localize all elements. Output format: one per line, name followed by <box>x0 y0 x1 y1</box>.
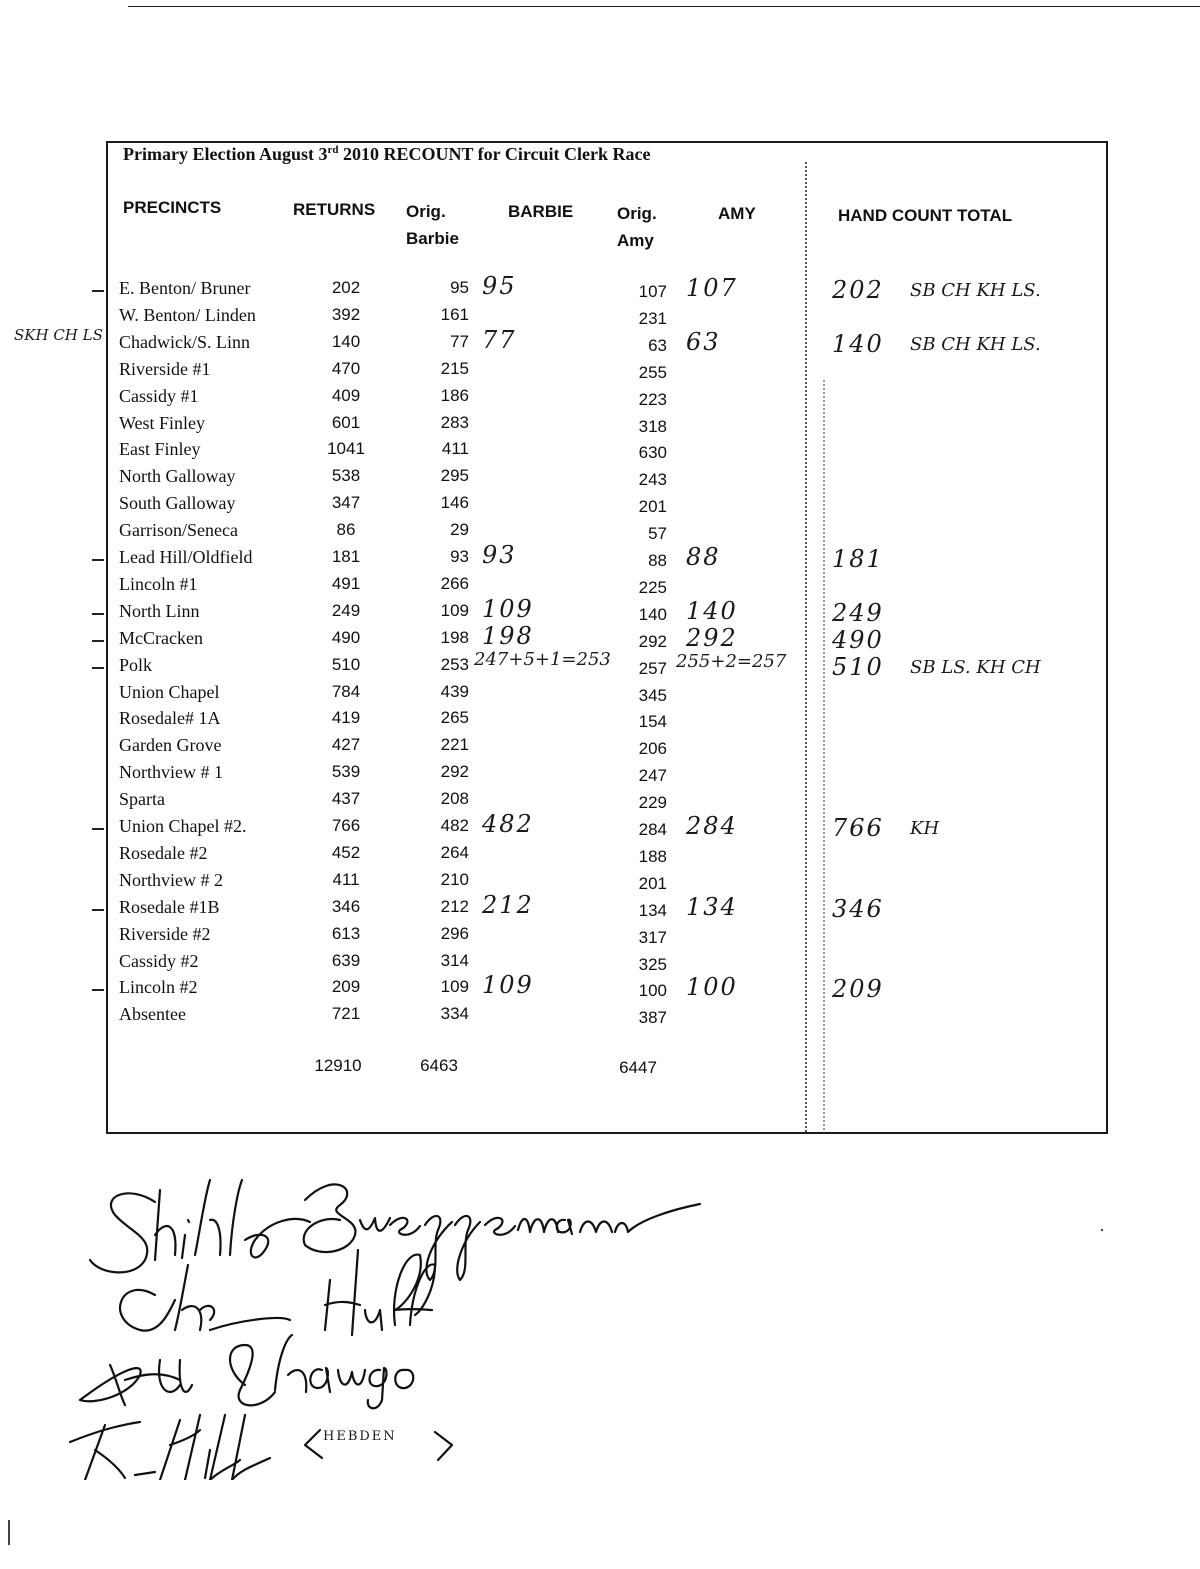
orig-barbie-value: 93 <box>450 547 469 566</box>
page-top-rule <box>128 6 1200 7</box>
orig-barbie-value: 266 <box>440 574 469 593</box>
signature-hebden-label: HEBDEN <box>323 1429 397 1444</box>
returns-value: 427 <box>331 735 361 754</box>
counter-initials-handwritten: SB CH KH LS. <box>910 334 1041 355</box>
hand-count-total-handwritten: 510 <box>832 653 884 681</box>
returns-value: 766 <box>331 816 361 835</box>
counter-initials-handwritten: SB CH KH LS. <box>910 280 1041 301</box>
precinct-name: East Finley <box>119 439 201 459</box>
review-tick-mark <box>92 989 104 991</box>
precinct-name: Polk <box>119 655 153 675</box>
orig-barbie-value: 198 <box>440 628 469 647</box>
hand-count-total-handwritten: 490 <box>832 626 884 654</box>
orig-barbie-value: 109 <box>440 601 469 620</box>
barbie-recount-handwritten: 109 <box>482 971 534 999</box>
orig-barbie-value: 411 <box>441 439 469 458</box>
orig-barbie-value: 253 <box>440 655 469 674</box>
returns-value: 601 <box>331 413 361 432</box>
orig-barbie-value: 221 <box>440 735 469 754</box>
barbie-recount-handwritten: 109 <box>482 595 534 623</box>
precinct-name: South Galloway <box>119 493 236 513</box>
orig-barbie-value: 292 <box>440 762 469 781</box>
orig-amy-value: 225 <box>638 578 667 597</box>
orig-amy-value: 243 <box>638 470 667 489</box>
orig-barbie-value: 439 <box>440 682 469 701</box>
orig-amy-value: 134 <box>638 901 667 920</box>
hand-count-total-handwritten: 202 <box>832 276 884 304</box>
orig-barbie-value: 210 <box>440 870 469 889</box>
column-divider <box>805 162 807 1132</box>
orig-barbie-value: 146 <box>440 493 469 512</box>
orig-barbie-value: 283 <box>440 413 469 432</box>
precinct-name: E. Benton/ Bruner <box>119 278 251 298</box>
returns-value: 491 <box>331 574 361 593</box>
hand-count-total-handwritten: 209 <box>832 975 884 1003</box>
orig-barbie-value: 482 <box>440 816 469 835</box>
barbie-recount-handwritten: 198 <box>482 622 534 650</box>
returns-value: 452 <box>331 843 361 862</box>
barbie-recount-handwritten: 212 <box>482 891 534 919</box>
header-orig-amy-line2: Amy <box>617 231 654 250</box>
precinct-name: Riverside #1 <box>119 359 211 379</box>
amy-recount-handwritten: 284 <box>686 812 738 840</box>
document-title: Primary Election August 3rd 2010 RECOUNT for Circuit Clerk Race <box>123 144 651 164</box>
returns-value: 490 <box>331 628 361 647</box>
orig-amy-value: 630 <box>638 443 667 462</box>
hand-count-total-handwritten: 181 <box>832 545 884 573</box>
orig-amy-value: 318 <box>638 417 667 436</box>
amy-recount-handwritten: 63 <box>686 328 721 356</box>
orig-amy-value: 387 <box>638 1008 667 1027</box>
returns-value: 437 <box>331 789 361 808</box>
returns-value: 1041 <box>327 439 365 458</box>
orig-barbie-value: 29 <box>450 520 469 539</box>
precinct-name: W. Benton/ Linden <box>119 305 256 325</box>
returns-value: 510 <box>331 655 361 674</box>
review-tick-mark <box>92 559 104 561</box>
amy-recount-handwritten: 292 <box>686 624 738 652</box>
precinct-name: West Finley <box>119 413 206 433</box>
orig-amy-value: 317 <box>638 928 667 947</box>
precinct-name: Absentee <box>119 1004 186 1024</box>
header-barbie: BARBIE <box>508 202 574 221</box>
precinct-name: Rosedale# 1A <box>119 708 221 728</box>
precinct-name: Union Chapel <box>119 682 220 702</box>
hand-count-total-handwritten: 346 <box>832 895 884 923</box>
precinct-name: Cassidy #1 <box>119 386 199 406</box>
amy-recount-handwritten: 107 <box>686 274 738 302</box>
orig-amy-value: 247 <box>638 766 667 785</box>
returns-value: 86 <box>336 520 356 539</box>
orig-barbie-value: 109 <box>440 977 469 996</box>
orig-amy-value: 140 <box>638 605 667 624</box>
review-tick-mark <box>92 909 104 911</box>
returns-value: 784 <box>331 682 361 701</box>
header-hand-count-total: HAND COUNT TOTAL <box>838 206 1013 225</box>
returns-value: 249 <box>331 601 361 620</box>
orig-amy-value: 223 <box>638 390 667 409</box>
precinct-name: Lincoln #1 <box>119 574 198 594</box>
review-tick-mark <box>92 613 104 615</box>
header-amy: AMY <box>718 204 756 223</box>
orig-amy-value: 284 <box>638 820 667 839</box>
total-orig-amy: 6447 <box>619 1058 657 1077</box>
returns-value: 181 <box>331 547 361 566</box>
precinct-name: Northview # 2 <box>119 870 223 890</box>
returns-value: 409 <box>331 386 361 405</box>
orig-amy-value: 201 <box>638 874 667 893</box>
returns-value: 209 <box>331 977 361 996</box>
header-returns: RETURNS <box>293 200 376 219</box>
amy-recount-handwritten: 255+2=257 <box>676 651 787 672</box>
orig-amy-value: 292 <box>638 632 667 651</box>
orig-amy-value: 257 <box>638 659 667 678</box>
total-returns: 12910 <box>314 1056 362 1075</box>
returns-value: 721 <box>331 1004 361 1023</box>
orig-barbie-value: 212 <box>440 897 469 916</box>
orig-amy-value: 107 <box>638 282 667 301</box>
hand-count-total-handwritten: 140 <box>832 330 884 358</box>
header-orig-barbie-line1: Orig. <box>406 202 446 221</box>
review-tick-mark <box>92 828 104 830</box>
precinct-name: Lead Hill/Oldfield <box>119 547 253 567</box>
precinct-name: Lincoln #2 <box>119 977 198 997</box>
orig-barbie-value: 295 <box>440 466 469 485</box>
orig-amy-value: 188 <box>638 847 667 866</box>
header-orig-amy-line1: Orig. <box>617 204 657 223</box>
precinct-name: Riverside #2 <box>119 924 211 944</box>
header-orig-barbie-line2: Barbie <box>406 229 459 248</box>
orig-amy-value: 57 <box>648 524 667 543</box>
orig-amy-value: 88 <box>648 551 667 570</box>
counter-initials-handwritten: KH <box>910 818 940 839</box>
orig-amy-value: 206 <box>638 739 667 758</box>
returns-value: 613 <box>331 924 361 943</box>
orig-barbie-value: 77 <box>450 332 469 351</box>
orig-amy-value: 255 <box>638 363 667 382</box>
returns-value: 538 <box>331 466 361 485</box>
orig-amy-value: 201 <box>638 497 667 516</box>
orig-amy-value: 229 <box>638 793 667 812</box>
review-tick-mark <box>92 667 104 669</box>
returns-value: 140 <box>331 332 361 351</box>
orig-amy-value: 325 <box>638 955 667 974</box>
precinct-name: Rosedale #1B <box>119 897 220 917</box>
precinct-name: North Linn <box>119 601 200 621</box>
orig-barbie-value: 161 <box>440 305 469 324</box>
precinct-name: Garrison/Seneca <box>119 520 238 540</box>
header-precincts: PRECINCTS <box>123 198 222 217</box>
signature-block <box>60 1160 760 1480</box>
review-tick-mark <box>92 640 104 642</box>
returns-value: 539 <box>331 762 361 781</box>
precinct-name: Sparta <box>119 789 165 809</box>
amy-recount-handwritten: 88 <box>686 543 721 571</box>
orig-amy-value: 100 <box>638 981 667 1000</box>
barbie-recount-handwritten: 247+5+1=253 <box>474 649 611 670</box>
returns-value: 202 <box>331 278 361 297</box>
precinct-name: Chadwick/S. Linn <box>119 332 250 352</box>
orig-amy-value: 154 <box>638 712 667 731</box>
orig-barbie-value: 334 <box>440 1004 469 1023</box>
precinct-name: Cassidy #2 <box>119 951 199 971</box>
returns-value: 392 <box>331 305 361 324</box>
returns-value: 470 <box>331 359 361 378</box>
column-divider <box>823 380 825 1130</box>
orig-barbie-value: 95 <box>450 278 469 297</box>
returns-value: 419 <box>331 708 361 727</box>
orig-barbie-value: 215 <box>440 359 469 378</box>
orig-barbie-value: 208 <box>440 789 469 808</box>
precinct-name: Rosedale #2 <box>119 843 208 863</box>
orig-barbie-value: 265 <box>440 708 469 727</box>
margin-initials-note: SKH CH LS <box>14 326 103 344</box>
orig-amy-value: 345 <box>638 686 667 705</box>
orig-barbie-value: 264 <box>440 843 469 862</box>
returns-value: 347 <box>331 493 361 512</box>
scan-speck <box>1101 1229 1103 1231</box>
returns-value: 346 <box>331 897 361 916</box>
precinct-name: Northview # 1 <box>119 762 223 782</box>
hand-count-total-handwritten: 249 <box>832 599 884 627</box>
review-tick-mark <box>92 290 104 292</box>
amy-recount-handwritten: 140 <box>686 597 738 625</box>
precinct-name: Garden Grove <box>119 735 222 755</box>
returns-value: 639 <box>331 951 361 970</box>
barbie-recount-handwritten: 95 <box>482 272 517 300</box>
hand-count-total-handwritten: 766 <box>832 814 884 842</box>
amy-recount-handwritten: 134 <box>686 893 738 921</box>
precinct-name: Union Chapel #2. <box>119 816 247 836</box>
orig-barbie-value: 186 <box>440 386 469 405</box>
precinct-name: North Galloway <box>119 466 236 486</box>
barbie-recount-handwritten: 77 <box>482 326 517 354</box>
returns-value: 411 <box>332 870 360 889</box>
scan-speck <box>8 1520 10 1545</box>
barbie-recount-handwritten: 482 <box>482 810 534 838</box>
amy-recount-handwritten: 100 <box>686 973 738 1001</box>
precinct-name: McCracken <box>119 628 203 648</box>
orig-amy-value: 231 <box>638 309 667 328</box>
barbie-recount-handwritten: 93 <box>482 541 517 569</box>
orig-barbie-value: 296 <box>440 924 469 943</box>
orig-barbie-value: 314 <box>440 951 469 970</box>
counter-initials-handwritten: SB LS. KH CH <box>910 657 1041 678</box>
total-orig-barbie: 6463 <box>420 1056 458 1075</box>
orig-amy-value: 63 <box>648 336 667 355</box>
